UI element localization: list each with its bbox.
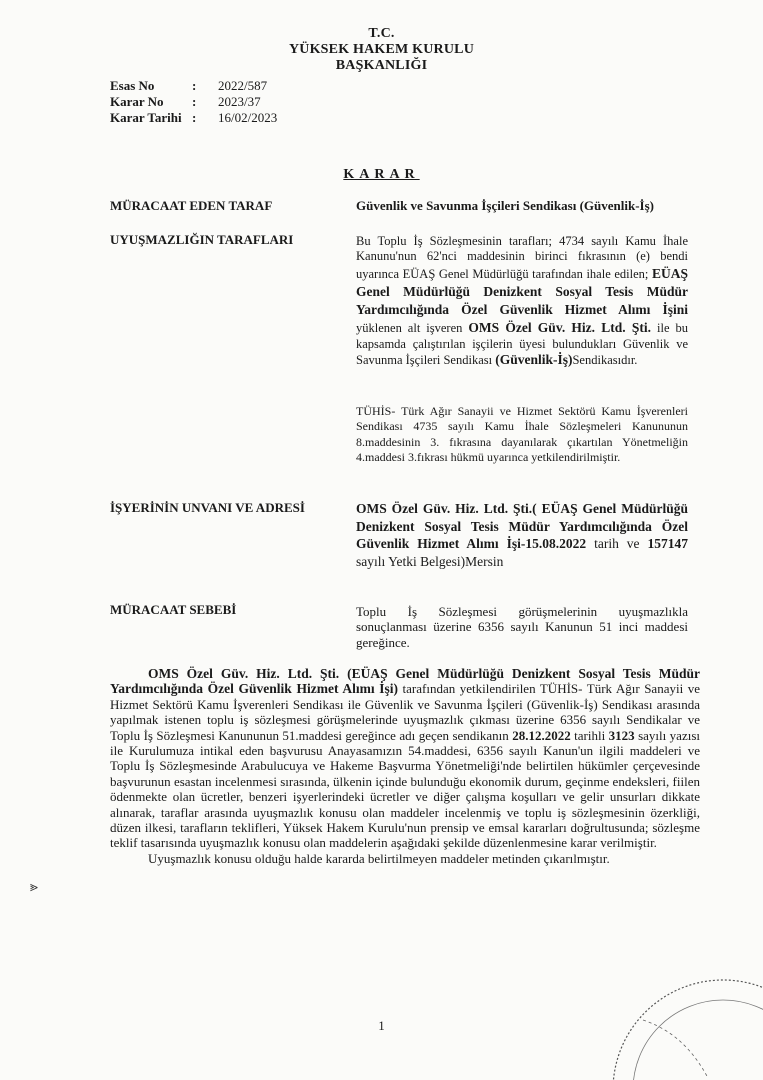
label-taraflar: UYUŞMAZLIĞIN TARAFLARI — [110, 232, 294, 247]
meta-value: 2022/587 — [218, 78, 268, 93]
official-stamp-icon — [573, 960, 763, 1080]
document-title-text: KARAR — [343, 167, 420, 182]
body-text-2: tarihli — [570, 727, 609, 743]
meta-key: Karar No — [110, 94, 164, 109]
meta-row-tarih — [110, 110, 338, 126]
document-title — [0, 167, 763, 183]
header-baskanlik: BAŞKANLIĞI — [335, 58, 428, 73]
meta-value: 2023/37 — [218, 94, 261, 109]
meta-colon: : — [192, 78, 197, 93]
isyeri-number: 157147 — [647, 536, 688, 551]
header-tc: T.C. — [368, 26, 395, 41]
body-bold-number: 3123 — [608, 727, 635, 743]
label-muracaat-eden: MÜRACAAT EDEN TARAF — [110, 198, 273, 213]
value-sebep: Toplu İş Sözleşmesi görüşmelerinin uyuşmazlıkla sonuçlanması üzerine 6356 sayılı Kanunun 51 inci maddesi gereğince. — [356, 604, 688, 650]
margin-mark-icon: ⪢ — [30, 880, 38, 895]
meta-value: 16/02/2023 — [218, 110, 278, 125]
isyeri-text-e: sayılı Yetki Belgesi)Mersin — [356, 553, 504, 569]
label-isyeri: İŞYERİNİN UNVANI VE ADRESİ — [110, 500, 305, 515]
meta-row-esas — [110, 78, 338, 94]
taraflar-text-e: ile bu kapsamda çalıştırılan işçilerin üyesi bulundukları Güvenlik ve Savunma İşçileri Sendikası — [356, 320, 688, 368]
taraflar-employer-unit: EÜAŞ Genel Müdürlüğü Denizkent Sosyal Tesis Müdür Yardımcılığında Özel Güvenlik Hizmet Alımı İşini — [356, 265, 688, 317]
body-bold-employer: OMS Özel Güv. Hiz. Ltd. Şti. (EÜAŞ Genel Müdürlüğü Denizkent Sosyal Tesis Müdür Yardımcılığında Özel Güvenlik Hizmet Alımı İşi) — [110, 666, 700, 697]
taraflar-text-a: Bu Toplu İş Sözleşmesinin tarafları; 4734 sayılı Kamu İhale Kanunu'nun 62'nci maddesinin birinci fıkrasının (e) bendi uyarınca EÜAŞ Genel Müdürlüğü tarafından ihale edilen; — [356, 234, 688, 281]
case-meta — [110, 78, 338, 126]
body-paragraph-1 — [110, 666, 700, 851]
body-paragraph-2: Uyuşmazlık konusu olduğu halde kararda belirtilmeyen maddeler metinden çıkarılmıştır. — [148, 850, 610, 866]
isyeri-text-c: tarih ve — [586, 536, 648, 551]
decision-body — [110, 666, 700, 866]
header-kurul: YÜKSEK HAKEM KURULU — [288, 42, 475, 57]
taraflar-union-short: (Güvenlik-İş) — [495, 352, 573, 368]
taraflar-text-c: yüklenen alt işveren — [356, 320, 469, 335]
label-sebep: MÜRACAAT SEBEBİ — [110, 602, 237, 617]
taraflar-text-g: Sendikasıdır. — [572, 353, 638, 368]
meta-key: Karar Tarihi — [110, 110, 182, 125]
value-isyeri — [356, 500, 688, 570]
isyeri-date: 15.08.2022 — [525, 536, 587, 551]
value-muracaat-eden: Güvenlik ve Savunma İşçileri Sendikası (Güvenlik-İş) — [356, 198, 654, 213]
taraflar-subcontractor: OMS Özel Güv. Hiz. Ltd. Şti. — [468, 319, 652, 335]
body-bold-date: 28.12.2022 — [512, 727, 571, 743]
document-header — [0, 26, 763, 74]
isyeri-name: OMS Özel Güv. Hiz. Ltd. Şti.( EÜAŞ Genel Müdürlüğü Denizkent Sosyal Tesis Müdür Yardımcılığında Özel Güvenlik Hizmet Alımı İşi- — [356, 501, 688, 551]
value-taraflar — [356, 234, 688, 369]
meta-key: Esas No — [110, 78, 155, 93]
value-taraflar-tuhis: TÜHİS- Türk Ağır Sanayii ve Hizmet Sektörü Kamu İşverenleri Sendikası 4735 sayılı Kamu İhale Sözleşmeleri Kanununun 8.maddesinin 3. fıkrasına dayanılarak çıkartılan Yönetmeliğin 4.maddesi 3.fıkrası hükmü uyarınca yetkilendirilmiştir. — [356, 404, 688, 465]
meta-colon: : — [192, 110, 197, 125]
page-number: 1 — [378, 1018, 385, 1033]
meta-colon: : — [192, 94, 197, 109]
body-text-1: tarafından yetkilendirilen TÜHİS- Türk Ağır Sanayii ve Hizmet Sektörü Kamu İşverenleri Sendikası ile Güvenlik ve Savunma İşçileri (Güvenlik-İş) Sendikası arasında yapılmak istenen toplu iş sözleşmesi görüşmelerinde uyuşmazlık çıkması üzerine 6356 sayılı Sendikalar ve Toplu İş Sözleşmesi Kanununun 51.maddesi gereğince adı geçen sendikanın — [110, 681, 700, 743]
body-text-3: sayılı yazısı ile Kurulumuza intikal eden başvurusu Anayasamızın 54.maddesi, 6356 sayılı Kanun'un ilgili maddeleri ve Toplu İş Sözleşmesinde Arabulucuya ve Hakeme Başvurma Yönetmeliği'nde belirtilen hükümler çerçevesinde başvurunun esastan incelenmesi sırasında, ülkenin içinde bulunduğu ekonomik durum, geçinme endeksleri, fiilen ödenmekte olan ücretler, benzeri işyerlerindeki ücretler ve diğer çalışma koşulları ve gelir unsurları dikkate alınarak, taraflar arasında uyuşmazlık konusu olan maddeler incelenmiş ve toplu iş sözleşmesinin özerkliği, düzen ilkesi, tarafların teklifleri, Yüksek Hakem Kurulu'nun prensip ve emsal kararları doğrultusunda; sözleşme teklif tasarısında uyuşmazlık konusu olan maddelerin aşağıdaki şekilde düzenlenmesine karar verilmiştir. — [110, 727, 700, 851]
meta-row-karar — [110, 94, 338, 110]
